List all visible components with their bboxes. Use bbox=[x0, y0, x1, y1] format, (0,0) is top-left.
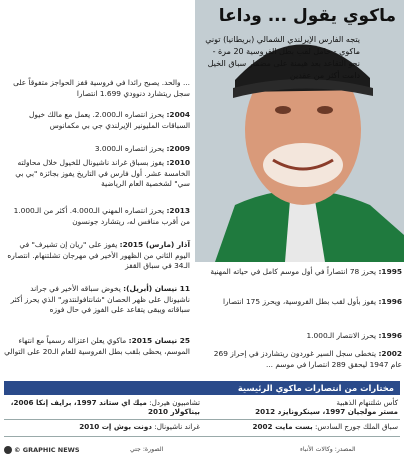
row-value: دونت بوش إت 2010 bbox=[79, 422, 152, 431]
timeline-entry bbox=[4, 78, 190, 99]
entry-text: يفوز بأول لقب بطل الفروسية، ويحرز 175 انتصارا bbox=[223, 297, 377, 306]
page-title: ماكوي يقول ... وداعا bbox=[218, 6, 396, 26]
entry-year: 2004: bbox=[166, 110, 190, 119]
entry-year: 1995: bbox=[378, 267, 402, 276]
table-row bbox=[208, 398, 398, 416]
entry-year: 2013: bbox=[166, 206, 190, 215]
section-header: مختارات من انتصارات ماكوي الرئيسية bbox=[4, 381, 400, 395]
source-note: المصدر: وكالات الأنباء bbox=[300, 446, 356, 453]
timeline-entry bbox=[4, 336, 190, 357]
table-row bbox=[4, 398, 200, 416]
row-value: ميك اي ستاند 1997، برايف إنكا 2006، بيناكولار 2010 bbox=[10, 398, 200, 416]
timeline-entry bbox=[4, 158, 190, 190]
divider bbox=[4, 419, 400, 420]
entry-text: يحرز انتصاره الـ3.000 bbox=[94, 144, 165, 153]
graphic-news-logo bbox=[4, 446, 82, 454]
photo-credit: الصورة: جتي bbox=[130, 446, 164, 453]
row-label: سباق الملك جورج السادس: bbox=[314, 422, 398, 431]
intro-text: يتجه الفارس الإيرلندي الشمالي (بريطانيا) توني ماكوي - حامل لقب بطل الفروسية 20 مرة - نحو التقاعد بعد هيمنة على مضمار سباق الخيل دامت أكثر من عقدين bbox=[205, 35, 360, 80]
timeline-entry bbox=[4, 206, 190, 227]
entry-text: يحرز الانتصار الـ1.000 bbox=[306, 331, 377, 340]
entry-text: يخوض سباقه الأخير في جراند ناشيونال على ظهر الحصان "شانتافولنتدور" الذي يحرز أكثر سباقاته ويبقى يتقاعد على الفوز في حال فوزه bbox=[10, 284, 190, 315]
row-label: تشامبيون هيردل: bbox=[149, 398, 200, 407]
entry-year: 1996: bbox=[378, 331, 402, 340]
entry-year: 2002: bbox=[378, 349, 402, 358]
entry-year: 11 نيسان (أبريل): bbox=[123, 284, 190, 293]
row-value: مستر مولجيان 1997، سينكرونايزد 2012 bbox=[255, 407, 398, 416]
timeline-entry bbox=[208, 296, 404, 309]
row-label: كأس شلتنهام الذهبية bbox=[336, 398, 398, 407]
timeline-entry bbox=[4, 240, 190, 272]
timeline-entry bbox=[4, 284, 190, 316]
entry-text: يحرز انتصاره الـ2.000. يعمل مع مالك خيول السباقات المليونير الإيرلندي جي بي مكمانوس bbox=[29, 110, 190, 130]
entry-year: 25 نيسان 2015: bbox=[128, 336, 190, 345]
entry-year: 2009: bbox=[166, 144, 190, 153]
timeline-entry bbox=[4, 144, 190, 155]
divider bbox=[4, 436, 400, 437]
timeline-entry bbox=[208, 330, 404, 343]
entry-year: آذار (مارس) 2015: bbox=[119, 240, 190, 249]
row-value: بست مايت 2002 bbox=[252, 422, 313, 431]
entry-text: يحرز 78 انتصاراً في أول موسم كامل في حياته المهنية bbox=[210, 267, 377, 276]
entry-text: ماكوي يعلن اعتزاله رسمياً مع انتهاء الموسم، يحظى بلقب بطل الفروسية للعام الـ20 على التوالي bbox=[4, 336, 190, 356]
logo-icon bbox=[4, 446, 12, 454]
logo-text: © GRAPHIC NEWS bbox=[14, 446, 80, 454]
entry-text: يفوز على "ريان إن تشيرف" في اليوم الثاني من الظهور الأخير في مهرجان تشلتنهام. انتصاره الـ34 في سباق القفز bbox=[7, 240, 190, 271]
entry-text: يتخطى سجل السير غوردون ريتشاردز في إحراز 269 عام 1947 ليحقق 289 انتصارا في موسم ... bbox=[213, 349, 402, 369]
entry-text: يفوز بسباق غراند ناشيونال للخيول خلال محاولته الخامسة عشر. أول فارس في التاريخ يفوز بجائزة "بي بي سي" لشخصية العام الرياضية bbox=[15, 158, 190, 189]
timeline-entry bbox=[4, 110, 190, 131]
entry-year: 2010: bbox=[166, 158, 190, 167]
entry-year: 1996: bbox=[378, 297, 402, 306]
timeline-entry bbox=[208, 348, 404, 371]
table-row bbox=[208, 422, 398, 431]
table-row bbox=[4, 422, 200, 431]
entry-text: ... والحد. يصبح رائدا في فروسية قفز الحواجز متفوقاً على سجل ريتشارد دنوودي 1.699 انتصارا bbox=[13, 78, 190, 98]
entry-text: يحرز انتصاره المهني الـ4.000. أكثر من الـ1.000 من أقرب منافس له، ريتشارد جونسون bbox=[13, 206, 190, 226]
timeline-entry bbox=[208, 266, 404, 279]
row-label: غراند ناشيونال: bbox=[154, 422, 200, 431]
